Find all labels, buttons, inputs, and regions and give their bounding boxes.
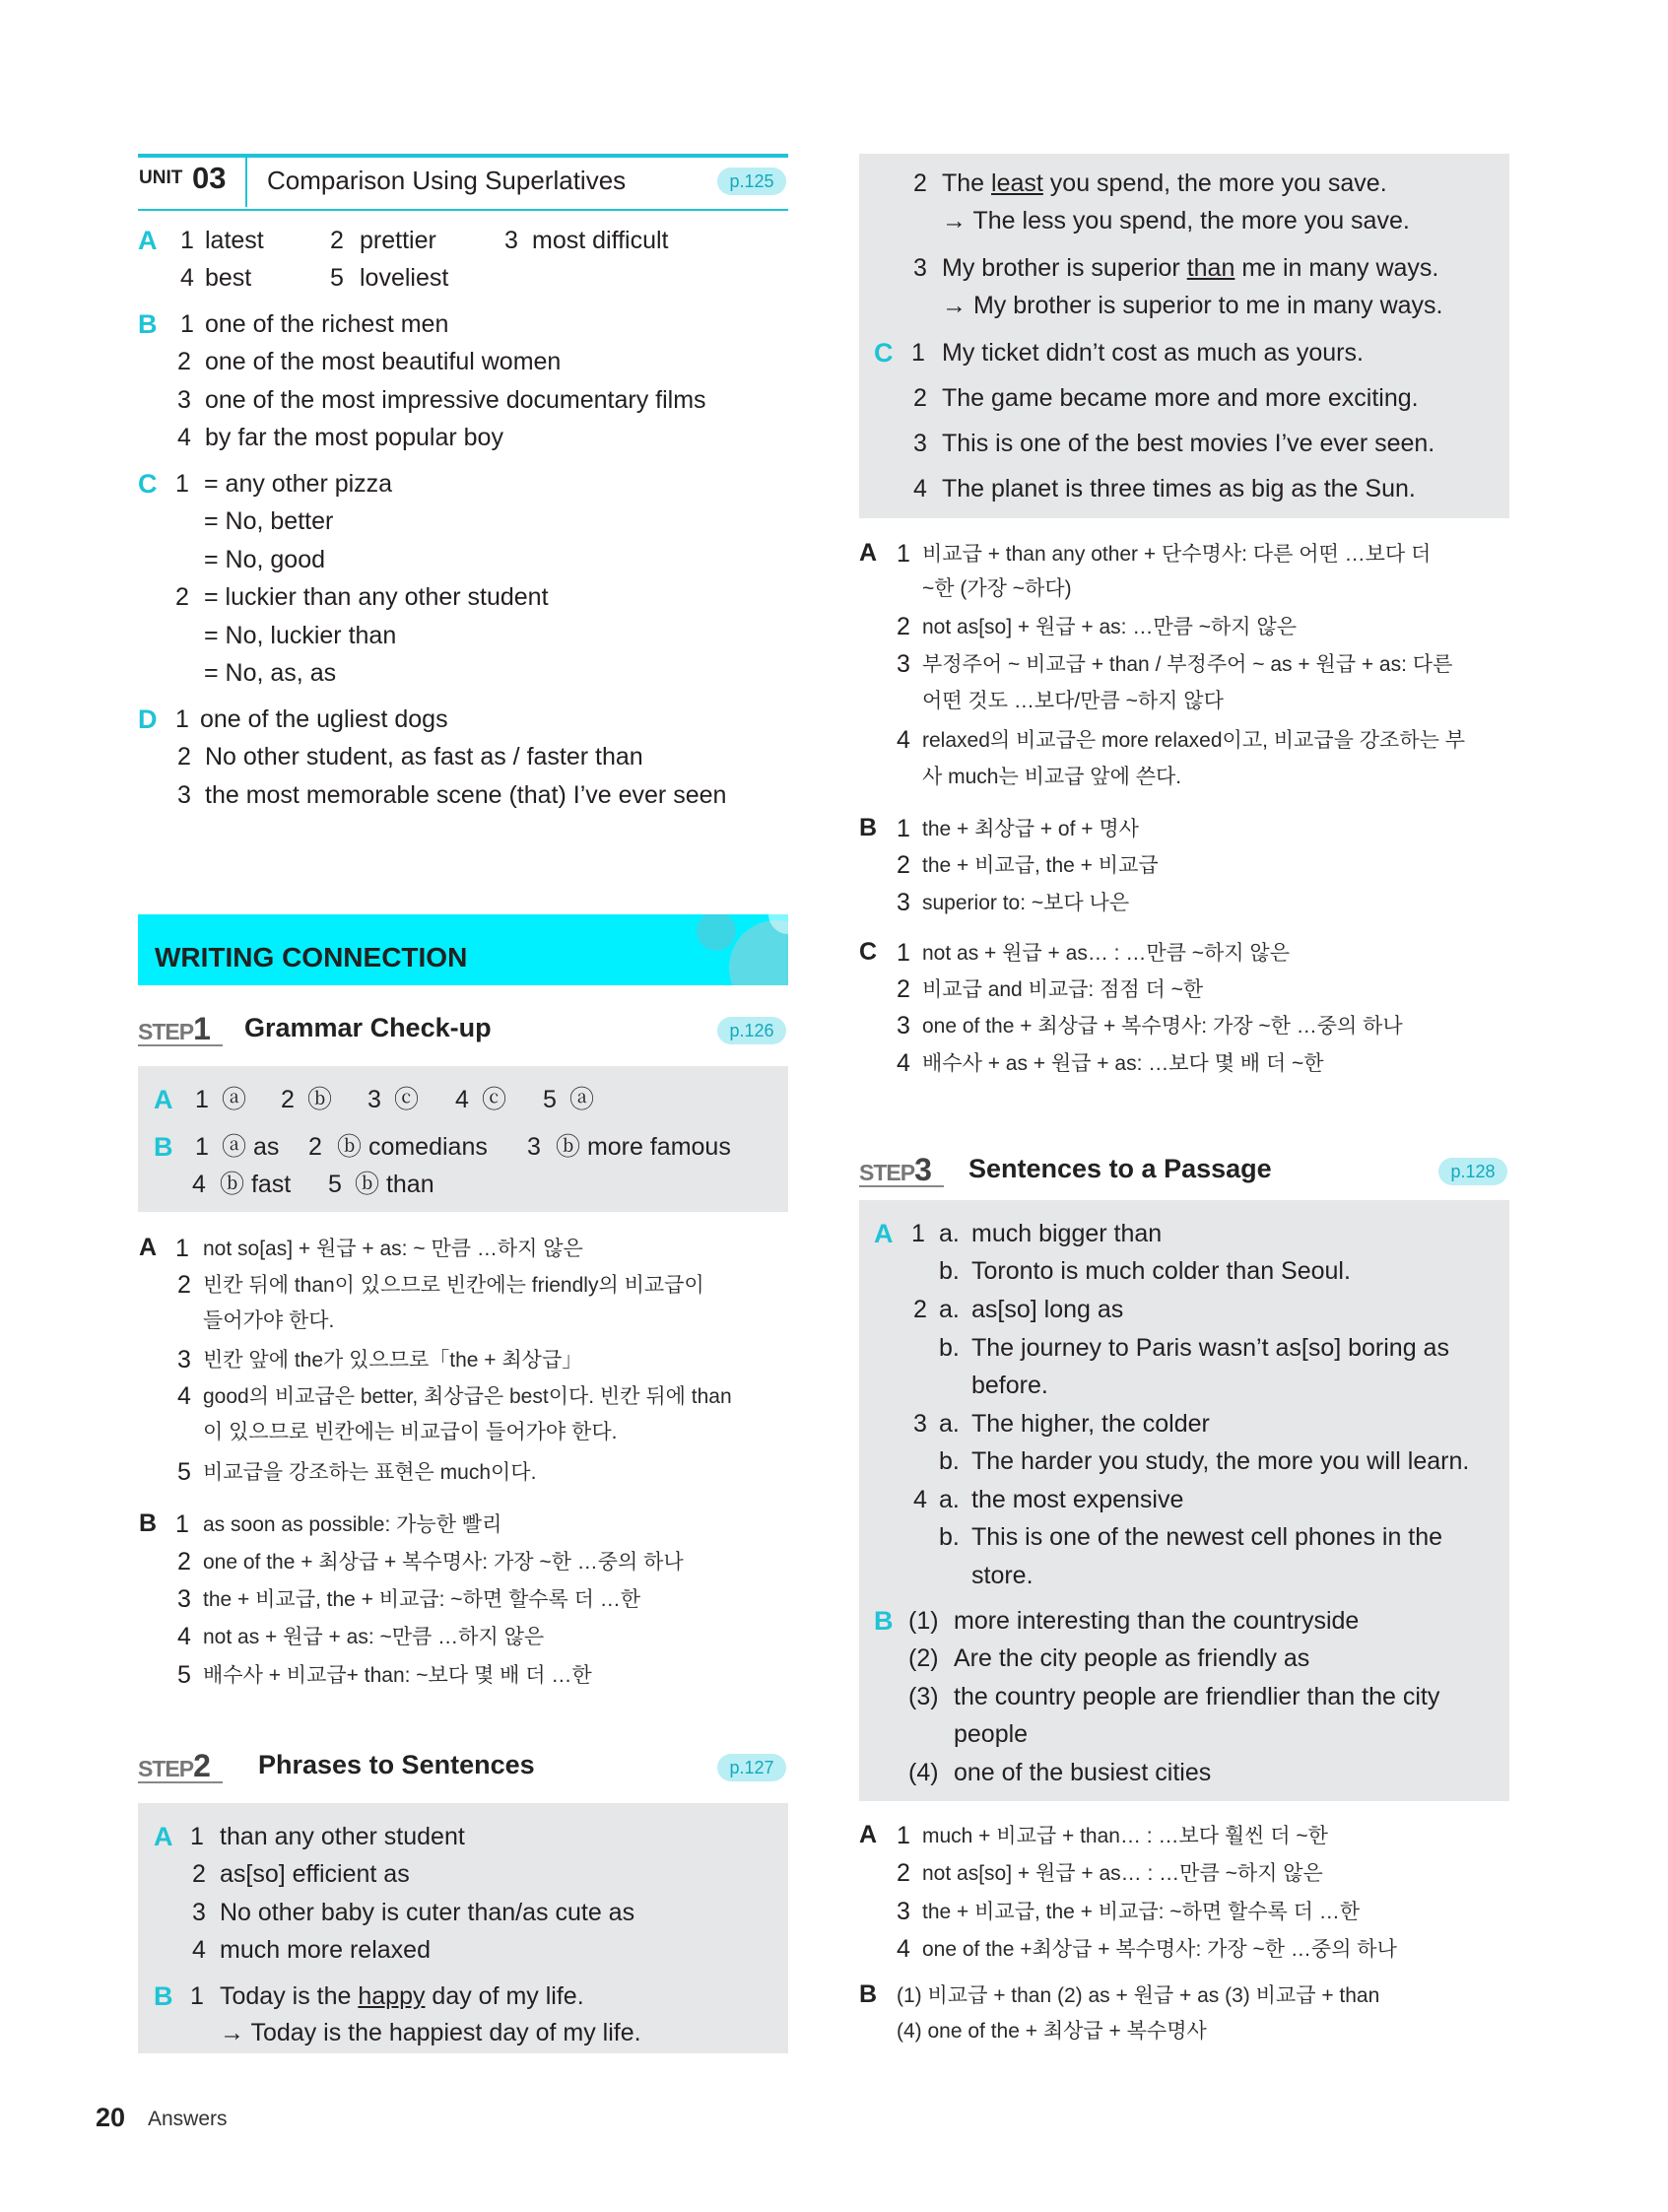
answer-text: the most memorable scene (that) I’ve ever seen <box>205 781 727 809</box>
explanation-letter-a: A <box>859 539 878 567</box>
num: 2 <box>913 384 927 412</box>
num: 3 <box>897 1898 910 1925</box>
footer-label: Answers <box>148 2108 228 2130</box>
step1-title: Grammar Check-up <box>244 1013 492 1042</box>
num: 1 <box>911 339 925 367</box>
answer-text: than any other student <box>220 1823 465 1850</box>
answer-text: people <box>954 1720 1029 1748</box>
explanation-letter-b: B <box>859 1980 878 2008</box>
explanation-text: 비교급을 강조하는 표현은 much이다. <box>203 1461 537 1484</box>
sub-label: a. <box>939 1220 960 1247</box>
writing-connection-title: WRITING CONNECTION <box>155 942 468 972</box>
choice-mark: ⓑ <box>307 1086 333 1113</box>
step3-label: STEP3 <box>859 1152 932 1187</box>
num: 3 <box>897 889 910 916</box>
corrected-sentence: → The less you spend, the more you save. <box>942 207 1410 235</box>
num: 2 <box>177 348 191 375</box>
sub-label: b. <box>939 1447 960 1475</box>
explanation-text: the + 최상급 + of + 명사 <box>922 818 1139 840</box>
answer-text: = No, better <box>204 507 334 535</box>
num: 1 <box>195 1133 209 1161</box>
answer-text: = any other pizza <box>204 470 393 498</box>
explanation-letter-a: A <box>859 1821 878 1848</box>
corrected-sentence: → My brother is superior to me in many ways. <box>942 292 1443 319</box>
num: 4 <box>913 475 927 503</box>
num: 3 <box>177 386 191 414</box>
answer-text: as[so] efficient as <box>220 1860 410 1888</box>
answer-text: My brother is superior than me in many ways. <box>942 254 1439 282</box>
num: 2 <box>913 1296 927 1323</box>
answer-text: the most expensive <box>971 1486 1184 1513</box>
explanation-text: the + 비교급, the + 비교급: ~하면 할수록 더 …한 <box>922 1901 1361 1923</box>
answer-text: The planet is three times as big as the Sun. <box>942 475 1416 503</box>
answer-text: one of the busiest cities <box>954 1759 1212 1786</box>
num: 5 <box>543 1086 557 1113</box>
explanation-letter-c: C <box>859 938 878 966</box>
num: 3 <box>897 650 910 678</box>
section-letter-a: A <box>154 1822 173 1851</box>
explanation-text: 빈칸 앞에 the가 있으므로「the + 최상급」 <box>203 1349 583 1372</box>
num: 5 <box>177 1458 191 1486</box>
section-letter-d: D <box>138 704 158 734</box>
num: 1 <box>897 1822 910 1849</box>
section-letter-b: B <box>874 1606 894 1636</box>
explanation-text: 부정주어 ~ 비교급 + than / 부정주어 ~ as + 원급 + as: 다른 <box>922 653 1453 676</box>
answer-text: one of the most beautiful women <box>205 348 562 375</box>
answer-text: Are the city people as friendly as <box>954 1644 1310 1672</box>
num: 4 <box>897 1049 910 1077</box>
explanation-text: 배수사 + 비교급+ than: ~보다 몇 배 더 …한 <box>203 1664 592 1687</box>
sub-label: a. <box>939 1486 960 1513</box>
num: 5 <box>177 1661 191 1689</box>
num: 1 <box>190 1823 204 1850</box>
num: 3 <box>897 1012 910 1039</box>
choice-mark: ⓐ <box>222 1086 247 1113</box>
unit-prefix: UNIT <box>139 168 183 188</box>
num: 2 <box>175 583 189 611</box>
explanation-text: the + 비교급, the + 비교급 <box>922 854 1159 877</box>
explanation-text: 비교급 + than any other + 단수명사: 다른 어떤 …보다 더 <box>922 543 1432 566</box>
num: 2 <box>897 1859 910 1887</box>
answer-text: The harder you study, the more you will learn. <box>971 1447 1470 1475</box>
step1-page-badge: p.126 <box>717 1017 786 1044</box>
num: 2 <box>177 1271 191 1299</box>
num: 2 <box>897 613 910 640</box>
answer-text: = No, luckier than <box>204 622 397 649</box>
underlined-error: least <box>991 169 1043 197</box>
section-letter-a: A <box>138 226 158 255</box>
explanation-text: not so[as] + 원급 + as: ~ 만큼 …하지 않은 <box>203 1238 583 1260</box>
explanation-letter-b: B <box>859 814 878 841</box>
num: 1 <box>175 705 189 733</box>
num: 5 <box>330 264 344 292</box>
answer-text: Today is the happy day of my life. <box>220 1982 584 2010</box>
num: 2 <box>897 975 910 1003</box>
section-letter-c: C <box>874 338 894 368</box>
num: 4 <box>177 424 191 451</box>
num: 2 <box>177 743 191 771</box>
explanation-text: not as[so] + 원급 + as… : …만큼 ~하지 않은 <box>922 1862 1323 1885</box>
num: (2) <box>908 1644 939 1672</box>
answer-text: much more relaxed <box>220 1936 431 1964</box>
num: 4 <box>455 1086 469 1113</box>
section-letter-b: B <box>154 1981 173 2011</box>
answer-text: = luckier than any other student <box>204 583 549 611</box>
answer-text: No other student, as fast as / faster than <box>205 743 643 771</box>
num: 3 <box>177 1585 191 1613</box>
choice-mark: ⓒ <box>482 1086 507 1113</box>
step3-page-badge: p.128 <box>1438 1158 1507 1185</box>
num: 2 <box>913 169 927 197</box>
answer-text: No other baby is cuter than/as cute as <box>220 1899 635 1926</box>
answer-text: My ticket didn’t cost as much as yours. <box>942 339 1364 367</box>
num: 4 <box>177 1382 191 1410</box>
num: 1 <box>190 1982 204 2010</box>
corrected-sentence: → Today is the happiest day of my life. <box>220 2019 641 2046</box>
num: 4 <box>177 1623 191 1650</box>
num: 4 <box>192 1936 206 1964</box>
explanation-text: much + 비교급 + than… : …보다 훨씬 더 ~한 <box>922 1825 1328 1847</box>
unit-divider <box>245 158 247 207</box>
num: 5 <box>328 1171 342 1198</box>
num: 3 <box>177 781 191 809</box>
num: 4 <box>897 726 910 754</box>
decor-circle <box>697 914 736 951</box>
underlined-error: happy <box>358 1982 426 2010</box>
num: 3 <box>913 1410 927 1438</box>
answer-text: This is one of the best movies I’ve ever seen. <box>942 430 1435 457</box>
num: 1 <box>897 815 910 842</box>
answer-text: one of the richest men <box>205 310 449 338</box>
sub-label: b. <box>939 1334 960 1362</box>
section-letter-b: B <box>154 1132 173 1162</box>
answer-text: ⓑ than <box>355 1171 434 1198</box>
answer-text: the country people are friendlier than the city <box>954 1683 1440 1710</box>
explanation-text: 들어가야 한다. <box>203 1309 335 1332</box>
num: 1 <box>180 227 194 254</box>
explanation-text: 빈칸 뒤에 than이 있으므로 빈칸에는 friendly의 비교급이 <box>203 1274 704 1297</box>
num: 3 <box>504 227 518 254</box>
answer-text: best <box>205 264 252 292</box>
answer-text: ⓑ fast <box>220 1171 292 1198</box>
step1-label: STEP1 <box>138 1011 211 1046</box>
explanation-text: not as + 원급 + as… : …만큼 ~하지 않은 <box>922 942 1290 965</box>
num: 1 <box>175 470 189 498</box>
num: 4 <box>897 1935 910 1963</box>
step3-title: Sentences to a Passage <box>968 1154 1272 1183</box>
sub-label: b. <box>939 1523 960 1551</box>
answer-text: ⓑ comedians <box>337 1133 488 1161</box>
explanation-text: one of the +최상급 + 복수명사: 가장 ~한 …중의 하나 <box>922 1938 1397 1961</box>
answer-text: one of the most impressive documentary films <box>205 386 706 414</box>
explanation-letter-b: B <box>139 1509 158 1537</box>
num: 4 <box>192 1171 206 1198</box>
num: 3 <box>192 1899 206 1926</box>
section-letter-c: C <box>138 469 158 499</box>
step2-label: STEP2 <box>138 1748 211 1783</box>
answer-text: = No, good <box>204 546 326 573</box>
explanation-text: 어떤 것도 …보다/만큼 ~하지 않다 <box>922 690 1224 712</box>
unit-number: 03 <box>192 161 227 195</box>
explanation-text: not as[so] + 원급 + as: …만큼 ~하지 않은 <box>922 616 1297 638</box>
answer-text: ⓑ more famous <box>556 1133 731 1161</box>
num: 2 <box>308 1133 322 1161</box>
section-letter-b: B <box>138 309 158 339</box>
explanation-text: one of the + 최상급 + 복수명사: 가장 ~한 …중의 하나 <box>203 1551 684 1574</box>
num: 2 <box>281 1086 295 1113</box>
answer-text: This is one of the newest cell phones in the <box>971 1523 1443 1551</box>
num: (3) <box>908 1683 939 1710</box>
answer-text: The game became more and more exciting. <box>942 384 1419 412</box>
explanation-text: as soon as possible: 가능한 빨리 <box>203 1513 502 1536</box>
explanation-text: good의 비교급은 better, 최상급은 best이다. 빈칸 뒤에 than <box>203 1385 732 1408</box>
section-letter-a: A <box>874 1219 894 1248</box>
num: 3 <box>177 1346 191 1374</box>
answer-text: before. <box>971 1372 1048 1399</box>
answer-text: prettier <box>360 227 436 254</box>
explanation-text: 비교급 and 비교급: 점점 더 ~한 <box>922 978 1204 1001</box>
num: 2 <box>177 1548 191 1575</box>
answer-text: store. <box>971 1562 1034 1589</box>
page-number: 20 <box>96 2103 126 2132</box>
num: 1 <box>175 1510 189 1538</box>
explanation-text: 사 much는 비교급 앞에 쓴다. <box>922 766 1182 788</box>
answer-text: Toronto is much colder than Seoul. <box>971 1257 1351 1285</box>
explanation-text: relaxed의 비교급은 more relaxed이고, 비교급을 강조하는 부 <box>922 729 1466 752</box>
explanation-text: ~한 (가장 ~하다) <box>922 577 1072 600</box>
num: 3 <box>367 1086 381 1113</box>
num: 1 <box>911 1220 925 1247</box>
explanation-text: (1) 비교급 + than (2) as + 원급 + as (3) 비교급 + than <box>897 1984 1380 2007</box>
unit-page-badge: p.125 <box>717 168 786 195</box>
answer-text: The higher, the colder <box>971 1410 1210 1438</box>
choice-mark: ⓐ <box>569 1086 595 1113</box>
explanation-text: (4) one of the + 최상급 + 복수명사 <box>897 2020 1207 2043</box>
num: 3 <box>913 254 927 282</box>
answer-text: by far the most popular boy <box>205 424 503 451</box>
answer-text: = No, as, as <box>204 659 337 687</box>
answer-text: more interesting than the countryside <box>954 1607 1360 1635</box>
answer-text: ⓐ as <box>222 1133 280 1161</box>
num: 1 <box>195 1086 209 1113</box>
answer-text: The journey to Paris wasn’t as[so] boring as <box>971 1334 1449 1362</box>
step2-page-badge: p.127 <box>717 1754 786 1781</box>
explanation-text: 배수사 + as + 원급 + as: …보다 몇 배 더 ~한 <box>922 1052 1324 1075</box>
num: 4 <box>913 1486 927 1513</box>
num: (4) <box>908 1759 939 1786</box>
explanation-text: the + 비교급, the + 비교급: ~하면 할수록 더 …한 <box>203 1588 641 1611</box>
num: 1 <box>180 310 194 338</box>
underlined-error: than <box>1186 254 1235 282</box>
answer-text: most difficult <box>532 227 669 254</box>
explanation-text: not as + 원급 + as: ~만큼 …하지 않은 <box>203 1626 545 1648</box>
num: 2 <box>330 227 344 254</box>
answer-text: loveliest <box>360 264 449 292</box>
answer-text: much bigger than <box>971 1220 1163 1247</box>
answer-text: as[so] long as <box>971 1296 1124 1323</box>
choice-mark: ⓒ <box>394 1086 420 1113</box>
step2-title: Phrases to Sentences <box>258 1750 535 1779</box>
answer-text: latest <box>205 227 264 254</box>
num: 3 <box>527 1133 541 1161</box>
unit-title: Comparison Using Superlatives <box>267 166 627 195</box>
answer-text: one of the ugliest dogs <box>200 705 448 733</box>
sub-label: b. <box>939 1257 960 1285</box>
num: 1 <box>897 939 910 967</box>
section-letter-a: A <box>154 1085 173 1114</box>
num: 3 <box>913 430 927 457</box>
num: (1) <box>908 1607 939 1635</box>
explanation-text: one of the + 최상급 + 복수명사: 가장 ~한 …중의 하나 <box>922 1015 1403 1038</box>
num: 4 <box>180 264 194 292</box>
explanation-text: superior to: ~보다 나은 <box>922 892 1130 914</box>
sub-label: a. <box>939 1410 960 1438</box>
explanation-letter-a: A <box>139 1234 158 1261</box>
num: 1 <box>897 540 910 568</box>
answer-text: The least you spend, the more you save. <box>942 169 1387 197</box>
explanation-text: 이 있으므로 빈칸에는 비교급이 들어가야 한다. <box>203 1421 618 1443</box>
num: 2 <box>897 851 910 879</box>
sub-label: a. <box>939 1296 960 1323</box>
num: 1 <box>175 1235 189 1262</box>
num: 2 <box>192 1860 206 1888</box>
